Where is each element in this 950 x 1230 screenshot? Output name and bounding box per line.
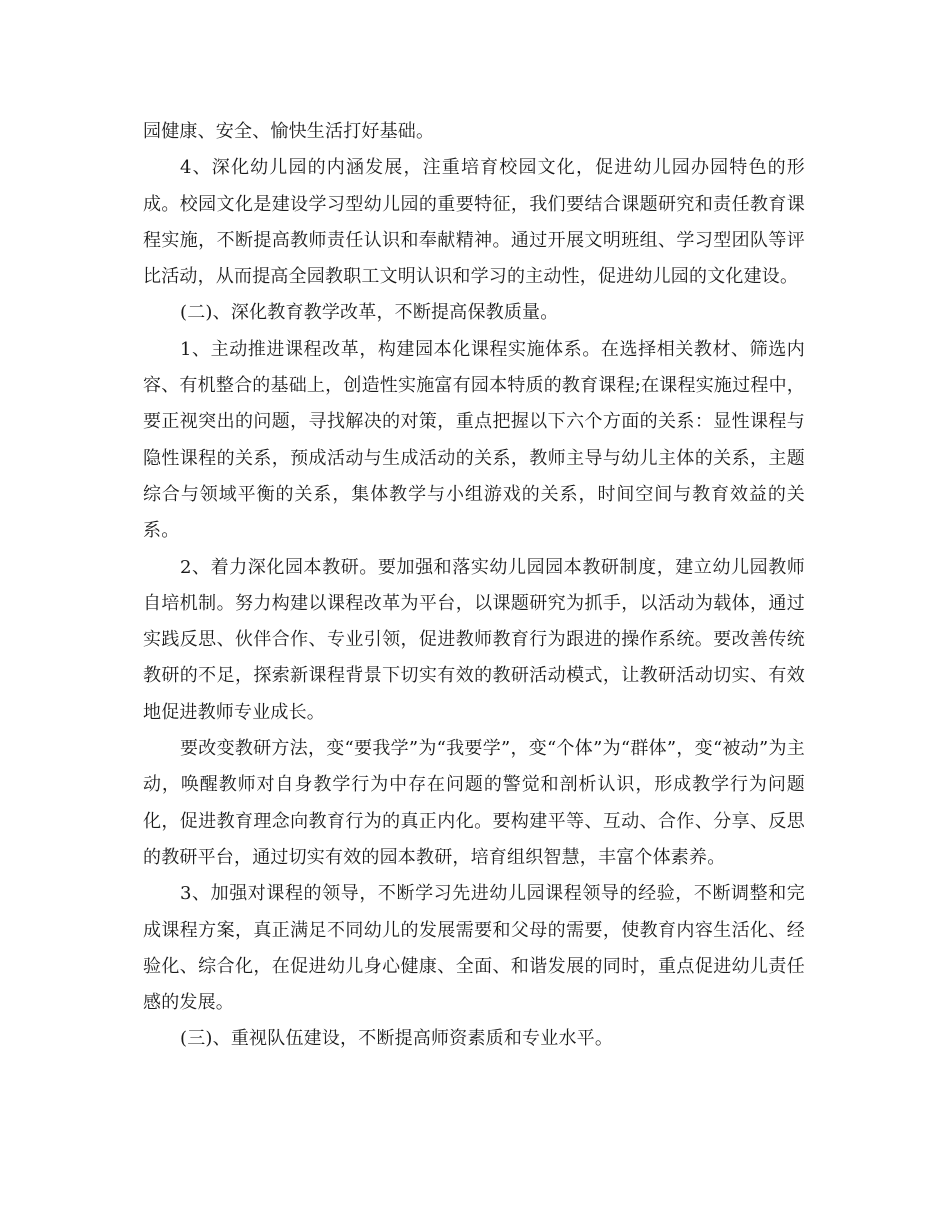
paragraph-curriculum-reform: 1、主动推进课程改革，构建园本化课程实施体系。在选择相关教材、筛选内容、有机整合的基础上，创造性实施富有园本特质的教育课程;在课程实施过程中，要正视突出的问题，寻找解决的对策，重点把握以下六个方面的关系：显性课程与隐性课程的关系，预成活动与生成活动的关系，教师主导与幼儿主体的关系，主题综合与领域平衡的关系，集体教学与小组游戏的关系，时间空间与教育效益的关系。 [143,338,805,542]
document-body [143,114,805,1058]
paragraph-campus-culture: 4、深化幼儿园的内涵发展，注重培育校园文化，促进幼儿园办园特色的形成。校园文化是建设学习型幼儿园的重要特征，我们要结合课题研究和责任教育课程实施，不断提高教师责任认识和奉献精神。通过开展文明班组、学习型团队等评比活动，从而提高全园教职工文明认识和学习的主动性，促进幼儿园的文化建设。 [143,157,805,288]
section-heading-2: (二)、深化教育教学改革，不断提高保教质量。 [180,302,559,324]
paragraph-school-based-research: 2、着力深化园本教研。要加强和落实幼儿园园本教研制度，建立幼儿园教师自培机制。努力构建以课程改革为平台，以课题研究为抓手，以活动为载体，通过实践反思、伙伴合作、专业引领，促进教师教育行为跟进的操作系统。要改善传统教研的不足，探索新课程背景下切实有效的教研活动模式，让教研活动切实、有效地促进教师专业成长。 [143,556,805,723]
paragraph-continuation: 园健康、安全、愉快生活打好基础。 [143,121,435,142]
paragraph-research-methods: 要改变教研方法，变“要我学”为“我要学”，变“个体”为“群体”，变“被动”为主动，唤醒教师对自身教学行为中存在问题的警觉和剖析认识，形成教学行为问题化，促进教育理念向教育行为的真正内化。要构建平等、互动、合作、分享、反思的教研平台，通过切实有效的园本教研，培育组织智慧，丰富个体素养。 [143,738,805,868]
paragraph-curriculum-leadership: 3、加强对课程的领导，不断学习先进幼儿园课程领导的经验，不断调整和完成课程方案，真正满足不同幼儿的发展需要和父母的需要，使教育内容生活化、经验化、综合化，在促进幼儿身心健康、全面、和谐发展的同时，重点促进幼儿责任感的发展。 [143,883,805,1014]
section-heading-3: (三)、重视队伍建设，不断提高师资素质和专业水平。 [180,1028,614,1050]
